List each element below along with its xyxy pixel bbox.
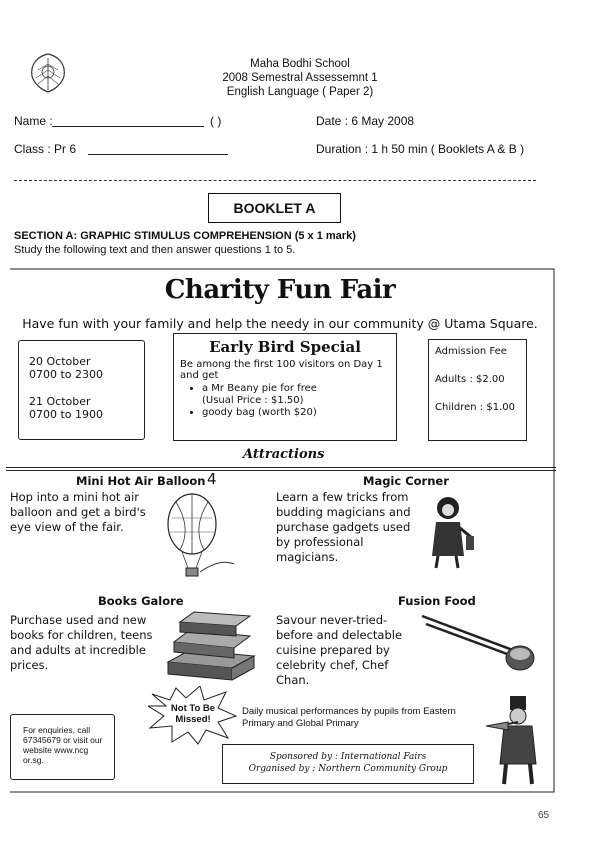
early-bird-item-pie-note: (Usual Price : $1.50) bbox=[202, 395, 304, 406]
attractions-divider bbox=[6, 467, 556, 471]
books-title: Books Galore bbox=[98, 594, 184, 608]
class-label: Class : Pr 6 bbox=[14, 142, 77, 156]
dates-scroll bbox=[18, 340, 145, 440]
organised-by: Organised by : Northern Community Group bbox=[248, 764, 448, 774]
early-bird-intro: Be among the first 100 visitors on Day 1 and get bbox=[180, 359, 383, 381]
magician-icon bbox=[426, 490, 476, 570]
early-bird-item-bag: • goody bag (worth $20) bbox=[202, 407, 390, 419]
assessment-title: 2008 Semestral Assessemnt 1 bbox=[222, 72, 378, 84]
section-title: SECTION A: GRAPHIC STIMULUS COMPREHENSION (5 x 1 mark) bbox=[14, 230, 356, 242]
time-day1: 0700 to 2300 bbox=[29, 368, 104, 381]
date-field: Date : 6 May 2008 bbox=[316, 114, 415, 128]
duration-field: Duration : 1 h 50 min ( Booklets A & B ) bbox=[316, 142, 525, 156]
school-logo-icon bbox=[26, 50, 70, 94]
admission-title: Admission Fee bbox=[435, 346, 507, 357]
sponsored-by: Sponsored by : International Fairs bbox=[269, 752, 427, 762]
attractions-heading: Attractions bbox=[243, 447, 325, 462]
balloon-mark: 4 bbox=[207, 470, 217, 488]
date-day2: 21 October bbox=[29, 395, 91, 408]
books-text: Purchase used and new books for children, teens and adults at incredible prices. bbox=[10, 613, 153, 672]
balloon-text: Hop into a mini hot air balloon and get a bird's eye view of the fair. bbox=[10, 490, 146, 534]
burst-text: Not To Be Missed! bbox=[170, 703, 216, 725]
early-bird-item-pie: • a Mr Beany pie for free (Usual Price : $1.50) bbox=[202, 383, 390, 407]
early-bird-box bbox=[173, 333, 397, 441]
school-name: Maha Bodhi School bbox=[250, 58, 350, 70]
trumpeter-icon bbox=[486, 694, 550, 786]
name-line[interactable] bbox=[52, 126, 204, 127]
page-mark: 65 bbox=[538, 810, 550, 821]
poster-tagline: Have fun with your family and help the needy in our community @ Utama Square. bbox=[22, 316, 538, 331]
admission-box bbox=[428, 339, 527, 441]
sponsor-box bbox=[222, 744, 474, 784]
fusion-title: Fusion Food bbox=[398, 594, 476, 608]
magic-text: Learn a few tricks from budding magicians and purchase gadgets used by professional magicians. bbox=[276, 490, 411, 564]
register-number-paren: ( ) bbox=[210, 114, 222, 128]
class-line[interactable] bbox=[88, 154, 228, 155]
name-label: Name : bbox=[14, 114, 53, 128]
time-day2: 0700 to 1900 bbox=[29, 408, 104, 421]
enquiry-scroll: For enquiries, call 67345679 or visit our website www.ncg or.sg. bbox=[10, 714, 115, 780]
booklet-label: BOOKLET A bbox=[208, 193, 341, 223]
separator-line bbox=[14, 180, 536, 181]
performances-text: Daily musical performances by pupils from Eastern Primary and Global Primary bbox=[242, 706, 456, 729]
subject-title: English Language ( Paper 2) bbox=[226, 86, 374, 98]
balloon-title: Mini Hot Air Balloon bbox=[76, 474, 206, 488]
section-instructions: Study the following text and then answer questions 1 to 5. bbox=[14, 244, 296, 256]
early-bird-title: Early Bird Special bbox=[209, 338, 361, 356]
books-stack-icon bbox=[162, 608, 262, 684]
magic-title: Magic Corner bbox=[363, 474, 449, 488]
date-day1: 20 October bbox=[29, 355, 91, 368]
chopsticks-bowl-icon bbox=[418, 612, 538, 676]
admission-adults: Adults : $2.00 bbox=[435, 374, 505, 385]
fusion-text: Savour never-tried-before and delectable cuisine prepared by celebrity chef, Chef Chan. bbox=[276, 613, 403, 687]
poster-title: Charity Fun Fair bbox=[164, 275, 396, 305]
admission-children: Children : $1.00 bbox=[435, 402, 515, 413]
hot-air-balloon-icon bbox=[160, 488, 240, 588]
